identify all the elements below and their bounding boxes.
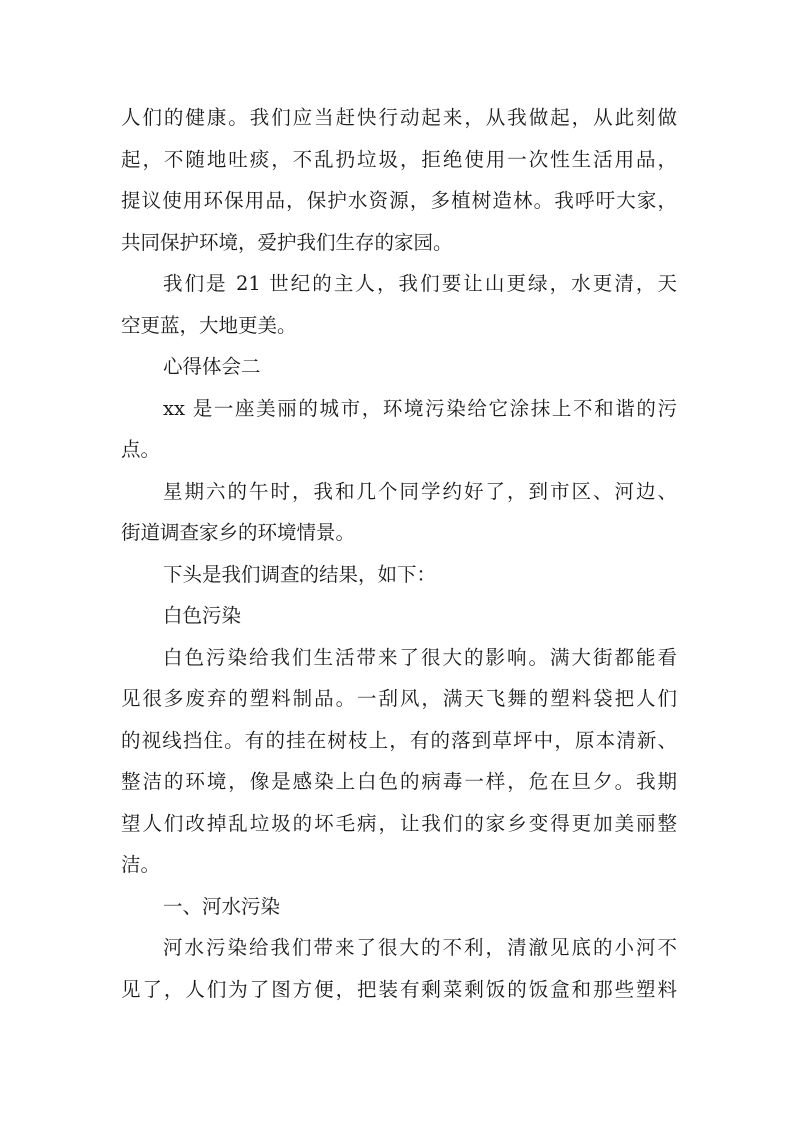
text-line: 白色污染给我们生活带来了很大的影响。满大街都能看 bbox=[163, 645, 677, 669]
section-heading bbox=[121, 554, 677, 596]
section-heading bbox=[121, 595, 677, 637]
text-line: 整洁的环境，像是感染上白色的病毒一样，危在旦夕。我期 bbox=[121, 770, 677, 793]
text-line: 见很多废弃的塑料制品。一刮风，满天飞舞的塑料袋把人们 bbox=[121, 687, 677, 710]
text-line: 星期六的午时，我和几个同学约好了，到市区、河边、 bbox=[163, 479, 677, 503]
paragraph bbox=[121, 471, 677, 554]
text-line: 共同保护环境，爱护我们生存的家园。 bbox=[121, 230, 453, 254]
text-line: 提议使用环保用品，保护水资源，多植树造林。我呼吁大家， bbox=[121, 189, 677, 212]
paragraph bbox=[121, 927, 677, 1010]
text-line: 河水污染给我们带来了很大的不利，清澈见底的小河不 bbox=[163, 936, 677, 959]
section-heading bbox=[121, 346, 677, 388]
text-line: 下头是我们调查的结果，如下： bbox=[163, 562, 437, 586]
text-line: 的视线挡住。有的挂在树枝上，有的落到草坪中，原本清新、 bbox=[121, 728, 677, 752]
text-line: 白色污染 bbox=[163, 604, 242, 627]
text-line: 人们的健康。我们应当赶快行动起来，从我做起，从此刻做 bbox=[121, 106, 677, 129]
text-line: 洁。 bbox=[121, 853, 161, 876]
paragraph bbox=[121, 388, 677, 471]
document-body bbox=[121, 97, 677, 1010]
text-line: 街道调查家乡的环境情景。 bbox=[121, 521, 356, 544]
section-heading bbox=[121, 886, 677, 928]
text-line: 望人们改掉乱垃圾的坏毛病，让我们的家乡变得更加美丽整 bbox=[121, 811, 677, 835]
text-line: 我们是 21 世纪的主人，我们要让山更绿，水更清，天 bbox=[163, 272, 677, 295]
text-line: 见了，人们为了图方便，把装有剩菜剩饭的饭盒和那些塑料 bbox=[121, 977, 677, 1001]
text-line: 起，不随地吐痰，不乱扔垃圾，拒绝使用一次性生活用品， bbox=[121, 147, 677, 171]
text-line: 空更蓝，大地更美。 bbox=[121, 313, 297, 337]
paragraph bbox=[121, 263, 677, 346]
paragraph bbox=[121, 637, 677, 886]
paragraph bbox=[121, 97, 677, 263]
text-line: 点。 bbox=[121, 438, 161, 461]
text-line: 心得体会二 bbox=[163, 355, 261, 378]
text-line: 一、河水污染 bbox=[163, 894, 281, 918]
text-line: xx 是一座美丽的城市，环境污染给它涂抹上不和谐的污 bbox=[163, 396, 677, 420]
